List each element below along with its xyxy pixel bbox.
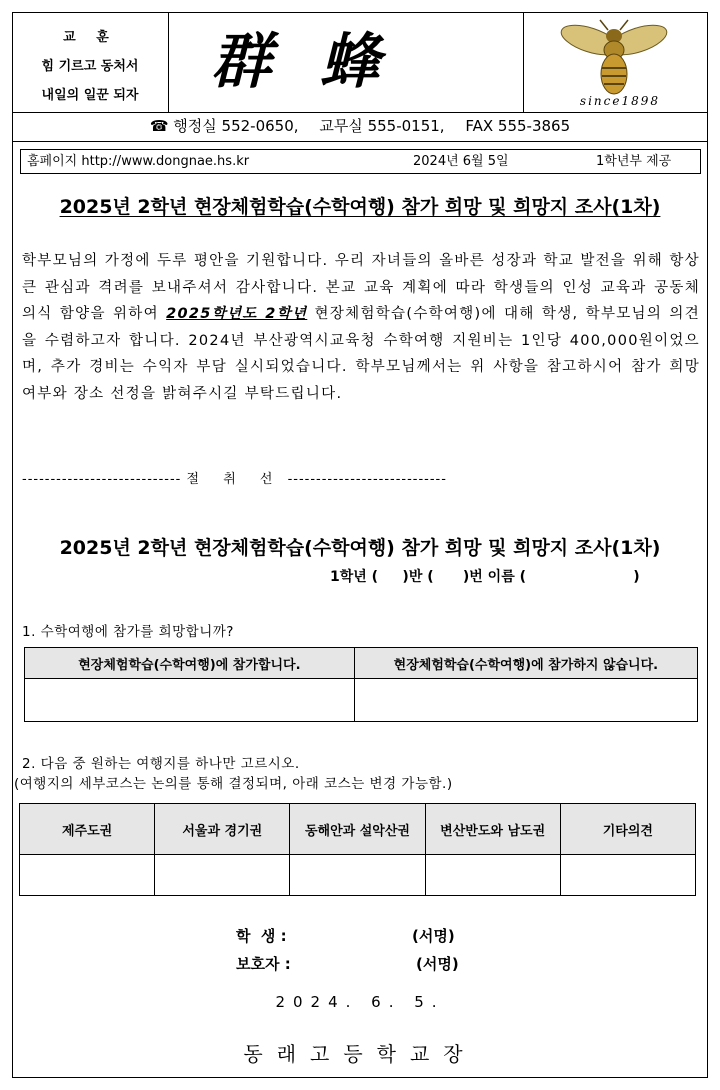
check-cell-other[interactable] (560, 855, 695, 896)
motto-line-2: 내일의 일꾼 되자 (41, 88, 139, 103)
guardian-signature[interactable]: 보호자 : (서명) (236, 955, 459, 973)
teachers-phone: 교무실 555-0151, (319, 117, 445, 135)
since-text: since1898 (579, 94, 660, 108)
letter-body (22, 248, 700, 407)
destination-jeju: 제주도권 (20, 804, 155, 855)
fax-number: FAX 555-3865 (465, 117, 571, 135)
page-title-text: 2025년 2학년 현장체험학습(수학여행) 참가 희망 및 희망지 조사(1차) (59, 196, 661, 218)
form-date: 2024. 6. 5. (275, 993, 445, 1011)
participation-table (24, 647, 698, 722)
question-1: 1. 수학여행에 참가를 희망합니까? (22, 624, 234, 640)
issue-date: 2024년 6월 5일 (413, 154, 509, 169)
check-cell-participate[interactable] (25, 679, 355, 722)
school-motto (12, 12, 169, 112)
check-cell-seoul[interactable] (155, 855, 290, 896)
body-part-2: 현장체험학습(수학여행)에 대해 학생, 학부모님의 의견을 수렴하고자 합니다. 2024년 부산광역시교육청 수학여행 지원비는 1인당 400,000원이었으며, 추가 경비는 수익자 부담 실시되었습니다. 학부모님께서는 위 사항을 참고하시어 참가 희망 여부와 장소 선정을 밝혀주시길 부탁드립니다. (22, 306, 701, 402)
student-signature[interactable]: 학 생 : (서명) (236, 927, 455, 945)
check-cell-byeonsan[interactable] (425, 855, 560, 896)
destination-east-coast: 동해안과 설악산권 (290, 804, 425, 855)
student-info-row: 1학년 ( )반 ( )번 이름 ( ) (330, 569, 640, 585)
check-cell-jeju[interactable] (20, 855, 155, 896)
cut-dashes-right: ---------------------------- (287, 472, 447, 487)
destination-seoul: 서울과 경기권 (155, 804, 290, 855)
destination-other: 기타의견 (560, 804, 695, 855)
form-title: 2025년 2학년 현장체험학습(수학여행) 참가 희망 및 희망지 조사(1차) (59, 537, 661, 559)
cut-line (22, 468, 702, 487)
motto-title: 교 훈 (63, 30, 117, 45)
question-2: 2. 다음 중 원하는 여행지를 하나만 고르시오. (22, 756, 300, 772)
page-title (12, 192, 708, 219)
check-cell-east-coast[interactable] (290, 855, 425, 896)
question-2-note: (여행지의 세부코스는 논의를 통해 결정되며, 아래 코스는 변경 가능함.) (14, 776, 453, 792)
destination-byeonsan: 변산반도와 남도권 (425, 804, 560, 855)
homepage-url[interactable]: 홈페이지 http://www.dongnae.hs.kr (27, 154, 250, 169)
logo-calligraphy: 群 蜂 (169, 12, 524, 112)
motto-line-1: 힘 기르고 동처서 (41, 59, 139, 74)
check-cell-not-participate[interactable] (354, 679, 697, 722)
provider: 1학년부 제공 (596, 154, 672, 169)
body-part-1: 학부모님의 가정에 두루 평안을 기원합니다. 우리 자녀들의 올바른 성장과 학교 발전을 위해 항상 큰 관심과 격려를 보내주셔서 감사합니다. 본교 교육 계획에 따라 학생들의 인성 교육과 공동체 의식 함양을 위하여 (22, 253, 700, 322)
school-principal: 동래고등학교장 (243, 1042, 477, 1066)
body-emphasis: 2025학년도 2학년 (166, 306, 308, 322)
admin-phone: ☎ 행정실 552-0650, (149, 117, 299, 135)
homepage-bar (20, 149, 701, 174)
destination-table (19, 803, 696, 896)
option-participate: 현장체험학습(수학여행)에 참가합니다. (25, 648, 355, 679)
bee-emblem (524, 12, 708, 112)
letterhead (12, 12, 708, 112)
cut-dashes-left: ---------------------------- (22, 472, 182, 487)
contact-bar (12, 112, 708, 142)
option-not-participate: 현장체험학습(수학여행)에 참가하지 않습니다. (354, 648, 697, 679)
cut-label: 절 취 선 (186, 472, 283, 487)
